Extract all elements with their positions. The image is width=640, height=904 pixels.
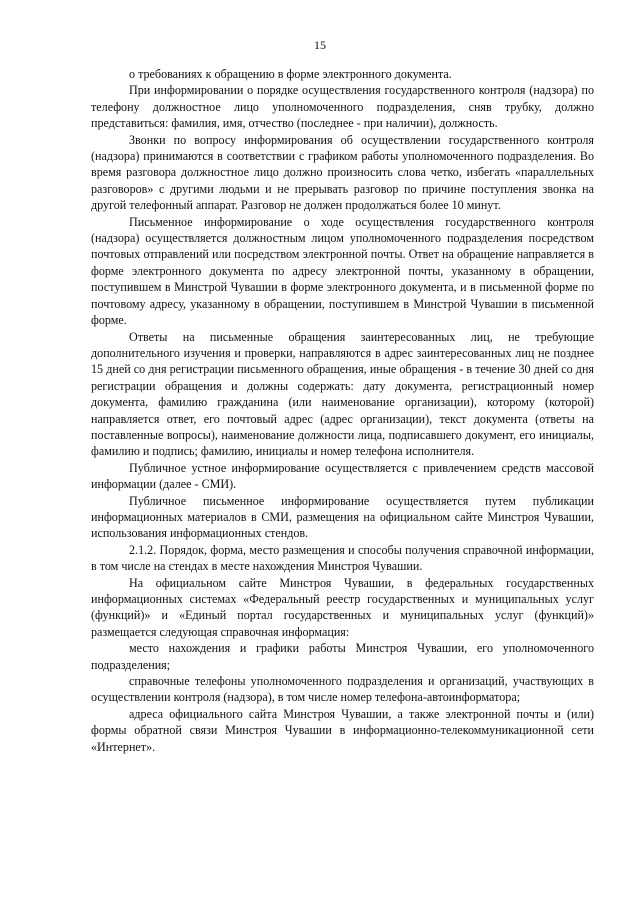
section-heading: 2.1.2. Порядок, форма, место размещения и способы получения справочной информации, в том числе на стендах в месте нахождения Минстроя Чувашии. [91,542,594,574]
paragraph: о требованиях к обращению в форме электронного документа. [129,67,452,81]
paragraph: При информировании о порядке осуществления государственного контроля (надзора) по телефону должностное лицо уполномоченного подразделения, сняв трубку, должно представиться: фамилия, имя, отчество (последнее - при наличии), должность. [91,83,594,131]
paragraph: Ответы на письменные обращения заинтересованных лиц, не требующие дополнительного изучения и проверки, направляются в адрес заинтересованных лиц не позднее 15 дней со дня регистрации письменного обращения, иные обращения - в течение 30 дней со дня регистрации обращения и должны содержать: дату документа, регистрационный номер документа, фамилию гражданина (или наименование организации), которому (которой) направляется ответ, его почтовый адрес (адрес организации), текст документа (ответы на поставленные вопросы), наименование должности лица, подписавшего документ, его инициалы, фамилию и подпись; фамилию, инициалы и номер телефона исполнителя. [91,329,594,459]
paragraph: Публичное устное информирование осуществляется с привлечением средств массовой информации (далее - СМИ). [91,460,594,492]
paragraph: Письменное информирование о ходе осуществления государственного контроля (надзора) осуществляется должностным лицом уполномоченного подразделения посредством почтовых отправлений или посредством электронной почты. Ответ на обращение направляется в форме электронного документа по адресу электронной почты, указанному в обращении, поступившем в Минстрой Чувашии в форме электронного документа, и в письменной форме по почтовому адресу, указанному в обращении, поступившем в Минстрой Чувашии в письменной форме. [91,214,594,328]
document-body [91,66,594,755]
page-number: 15 [314,38,326,52]
list-item: место нахождения и графики работы Минстроя Чувашии, его уполномоченного подразделения; [91,641,594,672]
paragraph: Публичное письменное информирование осуществляется путем публикации информационных материалов в СМИ, размещения на официальном сайте Минстроя Чувашии, использования информационных стендов. [91,493,594,541]
list-item: адреса официального сайта Минстроя Чувашии, а также электронной почты и (или) формы обратной связи Минстроя Чувашии в информационно-телекоммуникационной сети «Интернет». [91,706,594,754]
paragraph: На официальном сайте Минстроя Чувашии, в федеральных государственных информационных системах «Федеральный реестр государственных и муниципальных услуг (функций)» и «Единый портал государственных и муниципальных услуг (функций)» размещается следующая справочная информация: [91,575,594,639]
paragraph: Звонки по вопросу информирования об осуществлении государственного контроля (надзора) принимаются в соответствии с графиком работы уполномоченного подразделения. Во время разговора должностное лицо должно произносить слова четко, избегать «параллельных разговоров» с другими людьми и не прерывать разговор по причине поступления звонка на другой телефонный аппарат. Разговор не должен продолжаться более 10 минут. [91,132,594,213]
list-item: справочные телефоны уполномоченного подразделения и организаций, участвующих в осуществлении контроля (надзора), в том числе номер телефона-автоинформатора; [91,674,594,705]
